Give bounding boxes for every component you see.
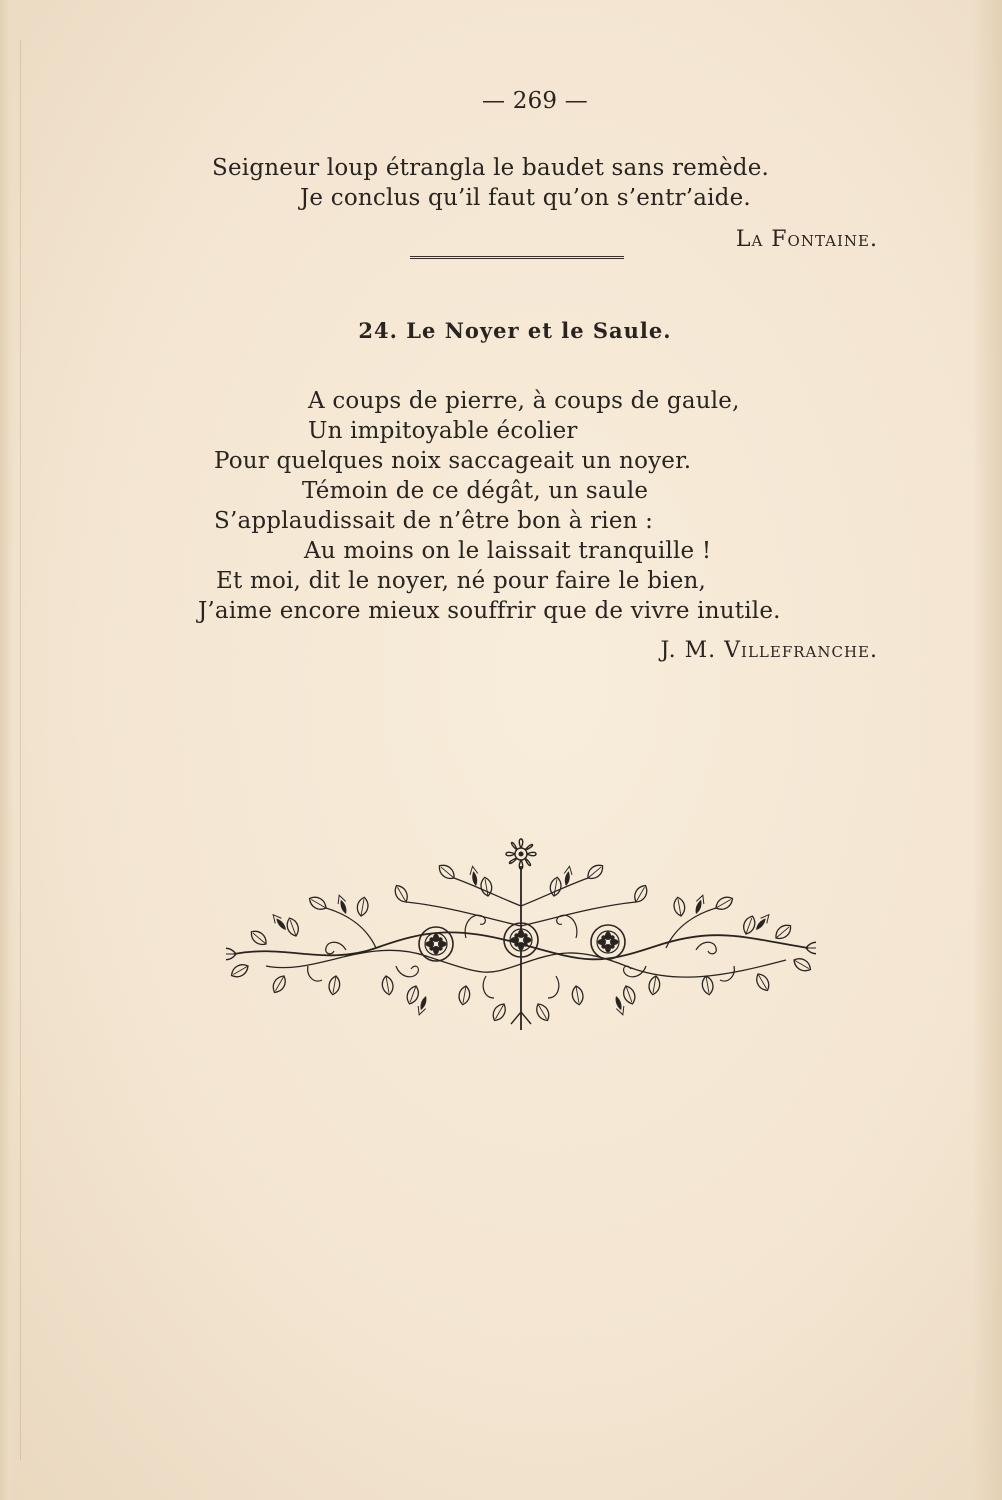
- gutter-line: [20, 40, 21, 1460]
- poem-line-6: Au moins on le laissait tranquille !: [304, 538, 712, 564]
- previous-poem-line-1: Seigneur loup étrangla le baudet sans remède.: [212, 155, 770, 181]
- poem-author: J. M. Villefranche.: [660, 638, 878, 663]
- poem-line-7: Et moi, dit le noyer, né pour faire le bien,: [216, 568, 707, 594]
- poem-line-1: A coups de pierre, à coups de gaule,: [308, 388, 740, 414]
- poem-title: 24. Le Noyer et le Saule.: [358, 318, 672, 343]
- poem-line-4: Témoin de ce dégât, un saule: [302, 478, 649, 504]
- poem-line-8: J’aime encore mieux souffrir que de vivre inutile.: [198, 598, 781, 624]
- floral-vignette-icon: [226, 826, 816, 1036]
- poem-line-5: S’applaudissait de n’être bon à rien :: [214, 508, 654, 534]
- previous-poem-author: La Fontaine.: [735, 227, 878, 252]
- page-edge-right: [972, 0, 1002, 1500]
- page-edge-left: [0, 0, 14, 1500]
- poem-line-2: Un impitoyable écolier: [308, 418, 578, 444]
- section-divider-rule: [410, 256, 624, 259]
- previous-poem-line-2: Je conclus qu’il faut qu’on s’entr’aide.: [300, 185, 751, 211]
- poem-line-3: Pour quelques noix saccageait un noyer.: [214, 448, 692, 474]
- page-number: — 269 —: [482, 88, 588, 114]
